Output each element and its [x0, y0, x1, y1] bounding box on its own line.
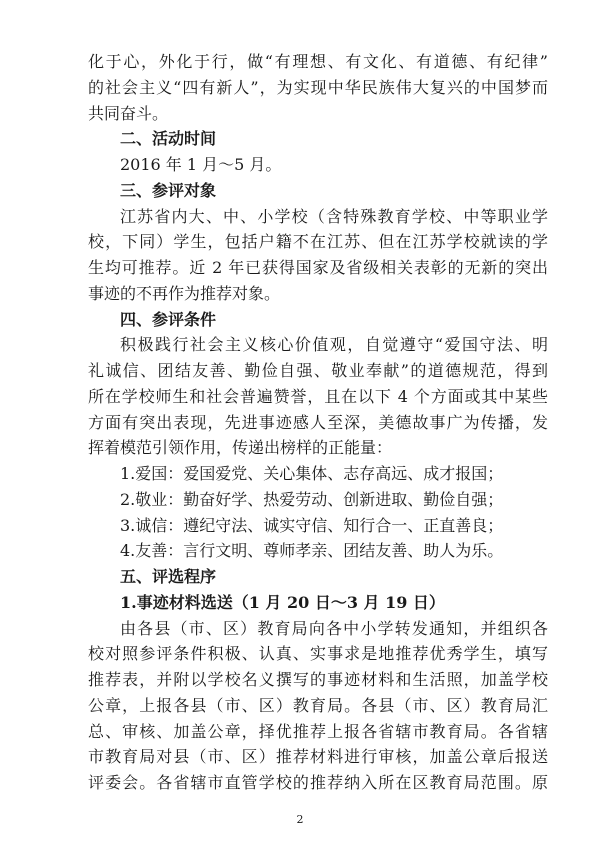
body-line: 的社会主义“四有新人”，为实现中华民族伟大复兴的中国梦而 — [88, 77, 548, 97]
body-line: 挥着模范引领作用，传递出榜样的正能量： — [88, 438, 393, 458]
criteria-list — [88, 461, 548, 564]
subsection-heading: 1.事迹材料选送（1 月 20 日～3 月 19 日） — [120, 592, 445, 612]
body-line: 校对照参评条件积极、认真、实事求是地推荐优秀学生，填写 — [88, 644, 548, 664]
body-line: 由各县（市、区）教育局向各中小学转发通知，并组织各 — [120, 618, 548, 638]
body-line: 市教育局对县（市、区）推荐材料进行审核，加盖公章后报送 — [88, 747, 548, 767]
list-item: 4.友善：言行文明、尊师孝亲、团结友善、助人为乐。 — [120, 541, 504, 561]
section-heading: 四、参评条件 — [120, 309, 217, 329]
section-heading: 五、评选程序 — [120, 567, 217, 586]
page-number: 2 — [296, 813, 304, 826]
body-line: 积极践行社会主义核心价值观，自觉遵守“爱国守法、明 — [120, 335, 548, 355]
section-heading: 二、活动时间 — [120, 129, 217, 149]
body-line: 公章，上报各县（市、区）教育局。各县（市、区）教育局汇 — [88, 695, 548, 715]
body-line: 共同奋斗。 — [88, 103, 169, 123]
section-eligible-participants — [88, 178, 548, 307]
body-line: 推荐表，并附以学校名义撰写的事迹材料和生活照，加盖学校 — [88, 670, 548, 689]
body-line: 江苏省内大、中、小学校（含特殊教育学校、中等职业学 — [120, 206, 548, 226]
body-line: 校，下同）学生，包括户籍不在江苏、但在江苏学校就读的学 — [88, 232, 548, 252]
list-item: 3.诚信：遵纪守法、诚实守信、知行合一、正直善良； — [120, 515, 504, 535]
body-line: 2016 年 1 月～5 月。 — [120, 155, 282, 174]
body-line: 评委会。各省辖市直管学校的推荐纳入所在区教育局范围。原 — [88, 773, 548, 792]
list-item: 1.爱国：爱国爱党、关心集体、志存高远、成才报国； — [120, 464, 504, 483]
continuation-paragraph — [88, 49, 548, 126]
section-activity-time — [88, 126, 548, 178]
body-line: 所在学校师生和社会普遍赞誉，且在以下 4 个方面或其中某些 — [88, 386, 548, 406]
document-body — [88, 49, 548, 796]
body-line: 事迹的不再作为推荐对象。 — [88, 283, 281, 303]
body-line: 生均可推荐。近 2 年已获得国家及省级相关表彰的无新的突出 — [88, 258, 548, 277]
section-heading: 三、参评对象 — [120, 180, 217, 200]
section-selection-procedure — [88, 564, 548, 796]
body-line: 方面有突出表现，先进事迹感人至深，美德故事广为传播，发 — [88, 412, 548, 432]
list-item: 2.敬业：勤奋好学、热爱劳动、创新进取、勤俭自强； — [120, 489, 504, 509]
body-line: 化于心，外化于行，做“有理想、有文化、有道德、有纪律” — [88, 52, 548, 71]
section-eligibility-criteria — [88, 307, 548, 565]
body-line: 礼诚信、团结友善、勤俭自强、敬业奉献”的道德规范，得到 — [88, 361, 548, 380]
body-line: 总、审核、加盖公章，择优推荐上报各省辖市教育局。各省辖 — [88, 721, 548, 741]
